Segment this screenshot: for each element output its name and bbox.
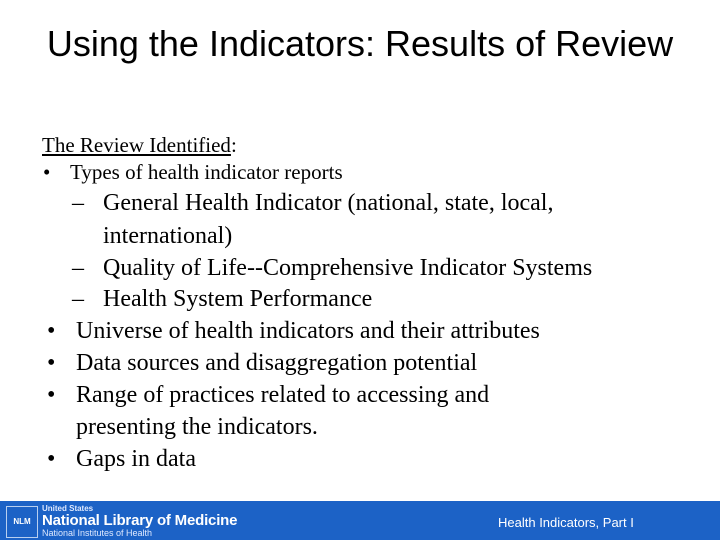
intro-label: The Review Identified — [42, 133, 231, 157]
bullet-marker: • — [47, 318, 56, 344]
sub-bullet-text: Health System Performance — [103, 286, 373, 312]
sub-bullet-text: international) — [103, 223, 233, 249]
bullet-item — [47, 316, 540, 346]
footer-bar — [0, 501, 720, 540]
bullet-item — [47, 348, 478, 378]
bullet-item — [47, 380, 490, 410]
dash-marker: – — [72, 286, 84, 312]
bullet-text: Types of health indicator reports — [70, 160, 343, 184]
bullet-continuation — [76, 412, 318, 442]
bullet-text: presenting the indicators. — [76, 414, 318, 440]
footer-caption: Health Indicators, Part I — [498, 515, 634, 530]
bullet-text: Gaps in data — [76, 446, 196, 472]
dash-marker: – — [72, 190, 84, 216]
nlm-emblem-icon: NLM — [6, 506, 38, 538]
slide-title: Using the Indicators: Results of Review — [46, 23, 674, 64]
sub-bullet-item — [72, 188, 554, 218]
logo-line-1: United States — [42, 504, 94, 513]
sub-bullet-continuation — [103, 221, 232, 251]
sub-bullet-text: Quality of Life--Comprehensive Indicator Systems — [103, 255, 593, 281]
dash-marker: – — [72, 255, 84, 281]
bullet-marker: • — [47, 350, 56, 376]
bullet-text: Range of practices related to accessing and — [76, 382, 490, 408]
bullet-marker: • — [47, 382, 56, 408]
bullet-item — [47, 444, 196, 474]
bullet-marker: • — [47, 446, 56, 472]
sub-bullet-text: General Health Indicator (national, state, local, — [103, 190, 554, 216]
bullet-marker: • — [43, 160, 51, 184]
sub-bullet-item — [72, 253, 593, 283]
bullet-text: Data sources and disaggregation potential — [76, 350, 478, 376]
bullet-item — [43, 159, 343, 185]
sub-bullet-item — [72, 284, 373, 314]
nlm-logo — [4, 503, 254, 538]
intro-colon: : — [230, 133, 237, 157]
logo-line-3: National Institutes of Health — [42, 528, 153, 538]
logo-line-2: National Library of Medicine — [42, 512, 238, 529]
intro-heading — [42, 132, 237, 158]
bullet-text: Universe of health indicators and their attributes — [76, 318, 540, 344]
